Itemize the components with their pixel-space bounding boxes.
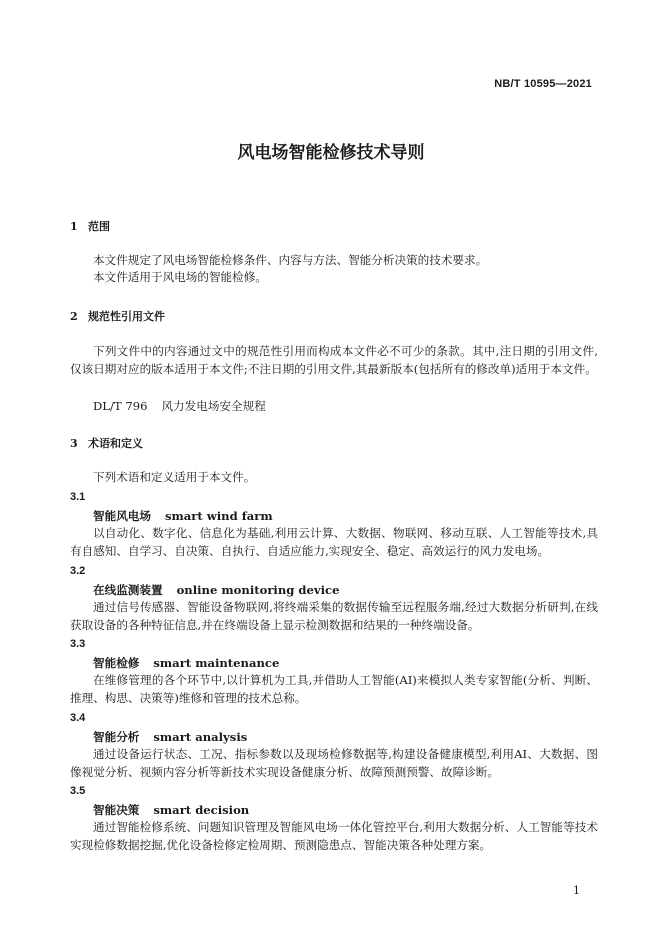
section-number: 3 [70,437,78,450]
section-1-heading [70,218,110,234]
section-title: 术语和定义 [88,437,143,450]
term-definition: 以自动化、数字化、信息化为基础,利用云计算、大数据、物联网、移动互联、人工智能等技术,具有自感知、自学习、自决策、自执行、自适应能力,实现安全、稳定、高效运行的风力发电场。 [70,526,598,558]
section-title: 范围 [88,220,110,233]
normative-reference [93,398,266,414]
section-number: 2 [70,310,78,323]
term-zh: 智能决策 [93,803,140,817]
term-number: 3.2 [70,565,86,577]
section-2-heading [70,308,165,324]
term-definition: 通过信号传感器、智能设备物联网,将终端采集的数据传输至远程服务端,经过大数据分析研判,在线获取设备的各种特征信息,并在终端设备上显示检测数据和结果的一种终端设备。 [70,600,598,632]
term-definition: 在维修管理的各个环节中,以计算机为工具,并借助人工智能(AI)来模拟人类专家智能(分析、判断、推理、构思、决策等)维修和管理的技术总称。 [70,673,598,705]
reference-title: 风力发电场安全规程 [161,399,266,413]
term-number: 3.1 [70,491,86,503]
paragraph: 本文件规定了风电场智能检修条件、内容与方法、智能分析决策的技术要求。 [93,253,488,267]
term-number: 3.4 [70,712,86,724]
paragraph: 下列术语和定义适用于本文件。 [93,470,256,484]
page-number: 1 [573,884,580,897]
term-heading [93,729,247,745]
term-zh: 在线监测装置 [93,583,163,597]
document-title: 风电场智能检修技术导则 [237,143,425,163]
term-en: online monitoring device [176,583,340,597]
term-definition: 通过设备运行状态、工况、指标参数以及现场检修数据等,构建设备健康模型,利用AI、大数据、图像视觉分析、视频内容分析等新技术实现设备健康分析、故障预测预警、故障诊断。 [70,747,598,779]
reference-code: DL/T 796 [93,399,148,413]
section-title: 规范性引用文件 [88,310,165,323]
term-en: smart analysis [153,730,248,744]
term-zh: 智能检修 [93,656,140,670]
term-heading [93,655,279,671]
term-number: 3.3 [70,638,86,650]
paragraph: 下列文件中的内容通过文中的规范性引用而构成本文件必不可少的条款。其中,注日期的引用文件,仅该日期对应的版本适用于本文件;不注日期的引用文件,其最新版本(包括所有的修改单)适用于本文件。 [70,344,598,376]
term-en: smart decision [153,803,250,817]
section-number: 1 [70,220,78,233]
standard-number: NB/T 10595—2021 [494,78,592,90]
term-heading [93,508,273,524]
term-en: smart wind farm [164,509,273,523]
term-zh: 智能分析 [93,730,140,744]
section-3-heading [70,435,143,451]
term-definition: 通过智能检修系统、问题知识管理及智能风电场一体化管控平台,利用大数据分析、人工智能等技术实现检修数据挖掘,优化设备检修定检周期、预测隐患点、智能决策各种处理方案。 [70,820,598,852]
term-en: smart maintenance [153,656,280,670]
term-heading [93,582,339,598]
term-number: 3.5 [70,785,86,797]
paragraph: 本文件适用于风电场的智能检修。 [93,270,267,284]
term-zh: 智能风电场 [93,509,151,523]
term-heading [93,802,249,818]
